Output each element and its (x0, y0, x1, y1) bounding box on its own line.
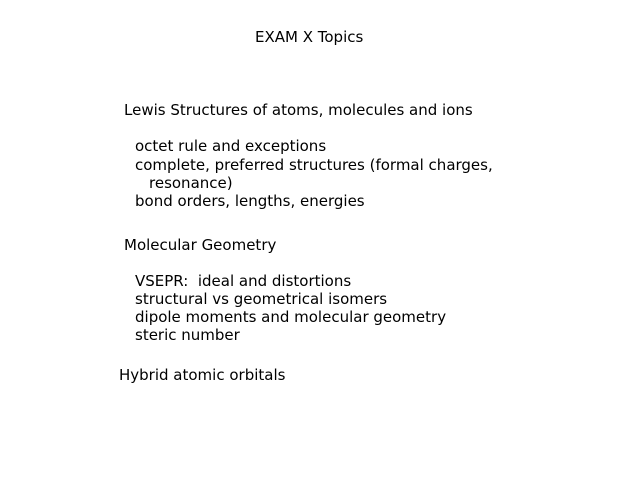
topic-item: bond orders, lengths, energies (135, 192, 365, 210)
topic-item: structural vs geometrical isomers (135, 290, 388, 308)
topic-item: dipole moments and molecular geometry (135, 308, 447, 326)
topic-item-continuation: resonance) (149, 174, 233, 192)
section-heading-hybrid-orbitals: Hybrid atomic orbitals (119, 366, 286, 384)
section-heading-molecular-geometry: Molecular Geometry (124, 236, 277, 254)
section-heading-lewis: Lewis Structures of atoms, molecules and ions (124, 101, 473, 119)
slide-title: EXAM X Topics (255, 28, 364, 46)
topic-item: octet rule and exceptions (135, 137, 327, 155)
topic-item: VSEPR: ideal and distortions (135, 272, 352, 290)
topic-item: steric number (135, 326, 240, 344)
topic-item: complete, preferred structures (formal charges, (135, 156, 493, 174)
